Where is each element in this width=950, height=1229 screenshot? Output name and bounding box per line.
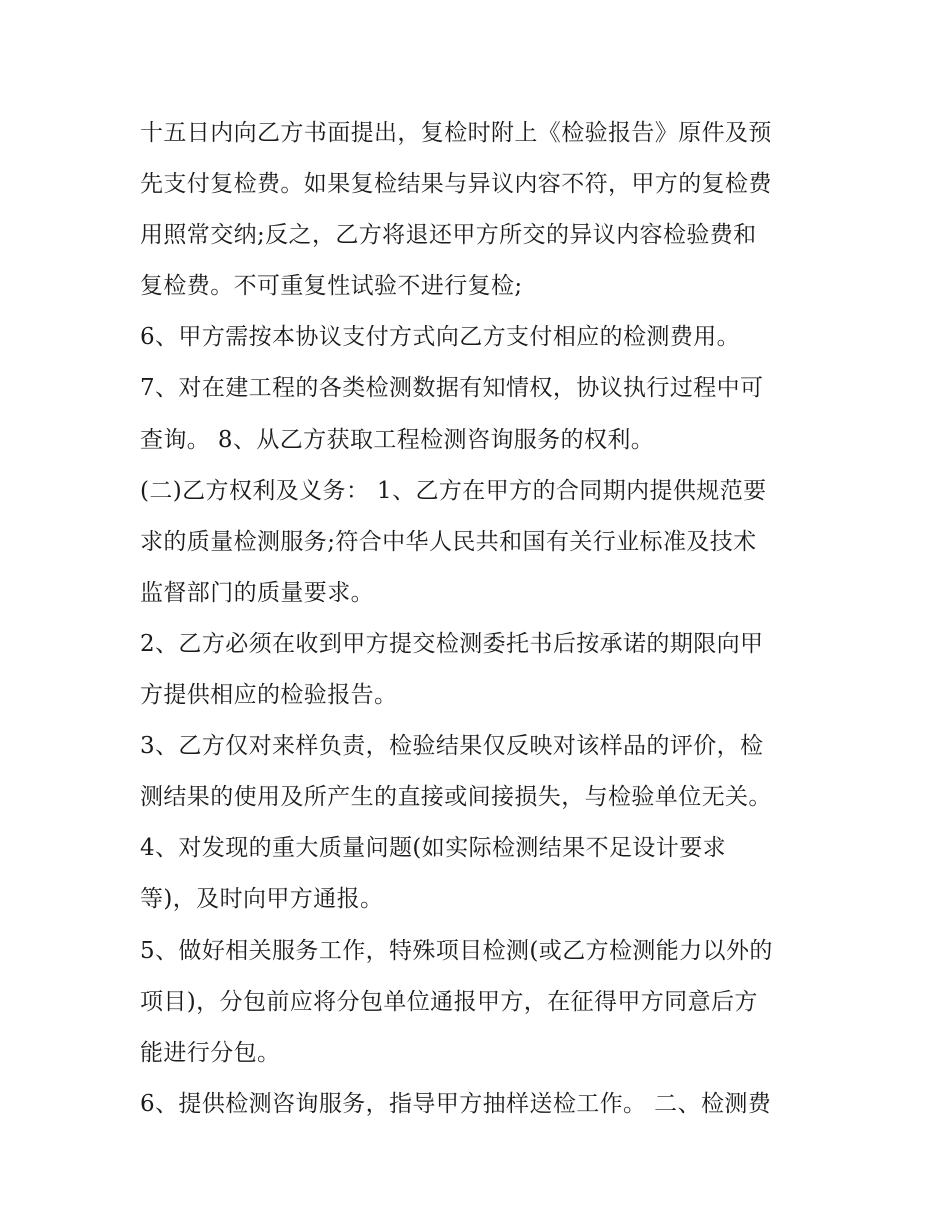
text-line: 监督部门的质量要求。: [140, 579, 374, 606]
text-line: 用照常交纳;反之，乙方将退还甲方所交的异议内容检验费和: [140, 222, 757, 249]
text-line: 等)，及时向甲方通报。: [140, 886, 384, 913]
text-line: 先支付复检费。如果复检结果与异议内容不符，甲方的复检费: [140, 171, 772, 198]
text-line: 测结果的使用及所产生的直接或间接损失，与检验单位无关。: [140, 784, 772, 811]
text-line: 十五日内向乙方书面提出，复检时附上《检验报告》原件及预: [140, 120, 772, 146]
text-line: 6、提供检测咨询服务，指导甲方抽样送检工作。 二、检测费: [140, 1090, 772, 1117]
document-body: [140, 108, 840, 1130]
text-line: 求的质量检测服务;符合中华人民共和国有关行业标准及技术: [140, 528, 757, 555]
text-line: 3、乙方仅对来样负责，检验结果仅反映对该样品的评价，检: [140, 733, 764, 760]
text-line: 复检费。不可重复性试验不进行复检;: [140, 273, 523, 300]
text-line: 2、乙方必须在收到甲方提交检测委托书后按承诺的期限向甲: [140, 630, 764, 657]
text-line: 方提供相应的检验报告。: [140, 682, 398, 709]
text-line: (二)乙方权利及义务： 1、乙方在甲方的合同期内提供规范要: [140, 477, 767, 504]
text-line: 7、对在建工程的各类检测数据有知情权，协议执行过程中可: [140, 375, 764, 402]
text-line: 5、做好相关服务工作，特殊项目检测(或乙方检测能力以外的: [140, 937, 773, 964]
text-line: 查询。 8、从乙方获取工程检测咨询服务的权利。: [140, 426, 655, 453]
text-line: 4、对发现的重大质量问题(如实际检测结果不足设计要求: [140, 835, 727, 862]
text-line: 6、甲方需按本协议支付方式向乙方支付相应的检测费用。: [140, 324, 741, 351]
text-line: 项目)，分包前应将分包单位通报甲方，在征得甲方同意后方: [140, 988, 758, 1015]
text-line: 能进行分包。: [140, 1039, 281, 1066]
